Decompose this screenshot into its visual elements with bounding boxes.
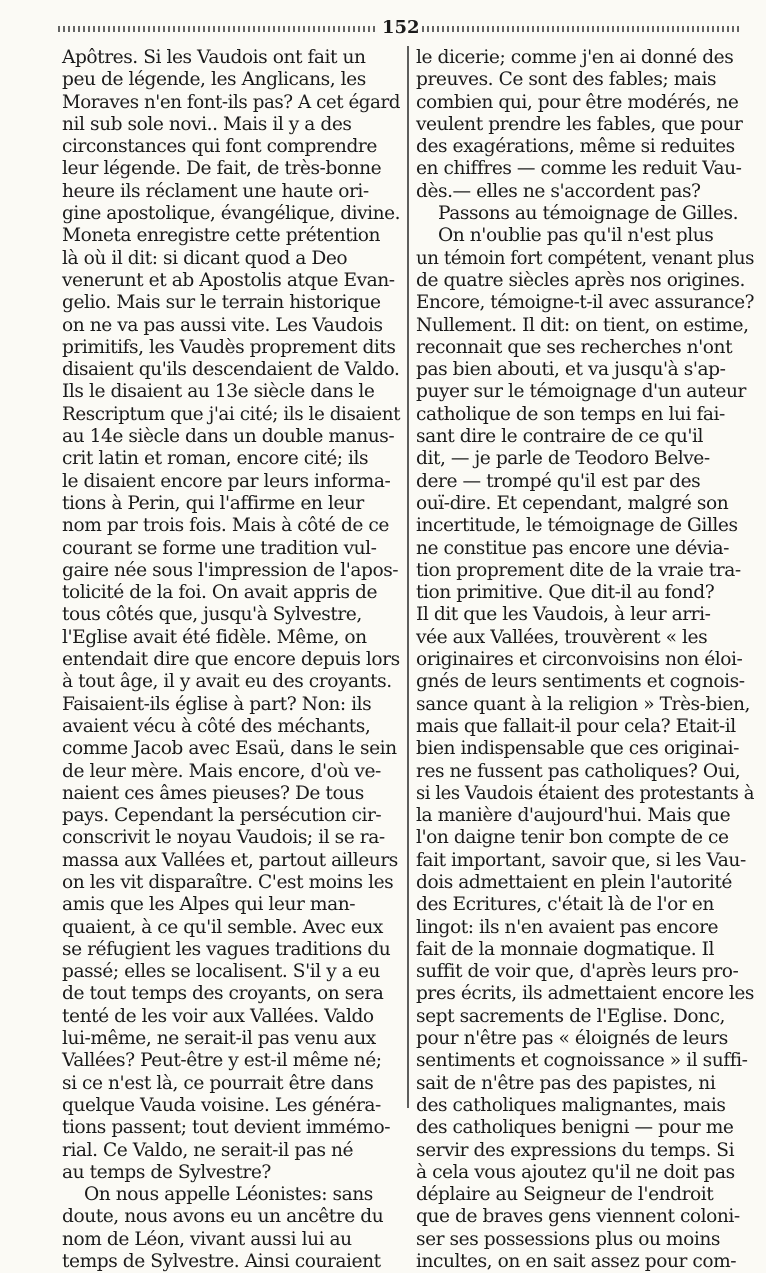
column-divider: [407, 46, 409, 1108]
text-line-content: en chiffres — comme les reduit Vau-: [416, 158, 742, 180]
text-line-content: Passons au témoignage de Gilles.: [438, 203, 739, 225]
text-line: [416, 649, 754, 671]
text-line: [416, 872, 754, 894]
text-line: [416, 203, 754, 225]
text-line-content: sance quant à la religion » Très-bien,: [416, 693, 750, 715]
text-line-content: circonstances qui font comprendre: [62, 136, 377, 158]
text-line-content: Moraves n'en font-ils pas? A cet égard: [62, 91, 400, 113]
text-line-content: conscrivit le noyau Vaudois; il se ra-: [62, 827, 385, 849]
text-line-content: se réfugient les vagues traditions du: [62, 938, 391, 960]
text-line: [416, 225, 754, 247]
text-line-content: un témoin fort compétent, venant plus: [416, 247, 754, 269]
header-ornament-right: [422, 26, 740, 32]
text-line: [62, 716, 400, 738]
text-line: [62, 850, 400, 872]
text-line: [416, 448, 754, 470]
text-line: [62, 69, 400, 91]
text-line: [62, 582, 400, 604]
text-line-content: servir des expressions du temps. Si: [416, 1139, 735, 1161]
text-line-content: dit, — je parle de Teodoro Belve-: [416, 448, 710, 470]
text-line: [416, 181, 754, 203]
text-line-content: ouï-dire. Et cependant, malgré son: [416, 492, 729, 514]
text-line: [62, 1095, 400, 1117]
text-line-content: au temps de Sylvestre?: [62, 1161, 271, 1183]
text-line-content: sant dire le contraire de ce qu'il: [416, 426, 704, 448]
text-line: [416, 738, 754, 760]
text-line-content: On n'oublie pas qu'il n'est plus: [438, 225, 714, 247]
text-line-content: sept sacrements de l'Eglise. Donc,: [416, 1005, 726, 1027]
text-line-content: pres écrits, ils admettaient encore les: [416, 983, 754, 1005]
text-line-content: quelque Vauda voisine. Les généra-: [62, 1094, 381, 1116]
text-line-content: avaient vécu à côté des méchants,: [62, 715, 371, 737]
text-line: [62, 1229, 400, 1251]
text-line: [62, 961, 400, 983]
text-line: [416, 783, 754, 805]
text-line-content: de leur mère. Mais encore, d'où ve-: [62, 760, 381, 782]
text-line-content: gelio. Mais sur le terrain historique: [62, 292, 381, 314]
text-line: [62, 761, 400, 783]
text-line: [416, 471, 754, 493]
text-line-content: Faisaient-ils église à part? Non: ils: [62, 693, 372, 715]
text-line: [62, 1050, 400, 1072]
text-line-content: pays. Cependant la persécution cir-: [62, 805, 382, 827]
text-line-content: l'Eglise avait été fidèle. Même, on: [62, 626, 367, 648]
text-line-content: à tout âge, il y avait eu des croyants.: [62, 671, 392, 693]
text-line: [416, 1140, 754, 1162]
text-line: [416, 1251, 754, 1273]
text-line: [416, 1117, 754, 1139]
text-line: [416, 1206, 754, 1228]
text-line-content: catholique de son temps en lui fai-: [416, 403, 725, 425]
text-line-content: venerunt et ab Apostolis atque Evan-: [62, 269, 395, 291]
text-line: [62, 225, 400, 247]
text-line-content: si les Vaudois étaient des protestants à: [416, 782, 754, 804]
text-line: [416, 694, 754, 716]
text-line-content: des Ecritures, c'était là de l'or en: [416, 894, 714, 916]
text-line-content: gine apostolique, évangélique, divine.: [62, 203, 400, 225]
text-line-content: au 14e siècle dans un double manus-: [62, 426, 395, 448]
text-line-content: heure ils réclament une haute ori-: [62, 180, 369, 202]
text-line: [416, 337, 754, 359]
text-line: [62, 604, 400, 626]
text-line: [62, 783, 400, 805]
text-line: [416, 292, 754, 314]
text-line: [62, 649, 400, 671]
text-line-content: originaires et circonvoisins non éloi-: [416, 649, 743, 671]
text-line-content: comme Jacob avec Esaü, dans le sein: [62, 738, 397, 760]
text-line-content: naient ces âmes pieuses? De tous: [62, 782, 364, 804]
text-line-content: Ils le disaient au 13e siècle dans le: [62, 381, 375, 403]
text-line: [62, 1028, 400, 1050]
text-line-content: On nous appelle Léonistes: sans: [84, 1184, 373, 1206]
text-line: [62, 560, 400, 582]
text-line: [416, 939, 754, 961]
text-line-content: rial. Ce Valdo, ne serait-il pas né: [62, 1139, 354, 1161]
text-line: [62, 114, 400, 136]
text-line-content: tion proprement dite de la vraie tra-: [416, 559, 741, 581]
text-line: [62, 872, 400, 894]
text-line: [62, 381, 400, 403]
text-line-content: Nullement. Il dit: on tient, on estime,: [416, 314, 749, 336]
page-number: 152: [382, 17, 420, 38]
text-line-content: primitifs, les Vaudès proprement dits: [62, 336, 396, 358]
text-line: [416, 1229, 754, 1251]
text-line-content: ne constitue pas encore une dévia-: [416, 537, 729, 559]
text-line: [416, 1006, 754, 1028]
text-line-content: fait important, savoir que, si les Vau-: [416, 849, 746, 871]
text-line: [62, 47, 400, 69]
text-line-content: tions passent; tout devient immémo-: [62, 1117, 391, 1139]
text-line: [416, 359, 754, 381]
text-line: [62, 738, 400, 760]
text-line-content: nil sub sole novi.. Mais il y a des: [62, 113, 352, 135]
text-line-content: nom par trois fois. Mais à côté de ce: [62, 515, 389, 537]
text-line-content: bien indispensable que ces originai-: [416, 738, 739, 760]
text-line-content: disaient qu'ils descendaient de Valdo.: [62, 359, 400, 381]
text-line: [416, 158, 754, 180]
text-line: [62, 493, 400, 515]
text-line-content: Encore, témoigne-t-il avec assurance?: [416, 292, 754, 314]
text-line-content: à cela vous ajoutez qu'il ne doit pas: [416, 1161, 735, 1183]
text-line-content: si ce n'est là, ce pourrait être dans: [62, 1072, 374, 1094]
text-line: [416, 1050, 754, 1072]
text-line: [416, 604, 754, 626]
left-text-column: [62, 47, 400, 1273]
text-line-content: vée aux Vallées, trouvèrent « les: [416, 626, 708, 648]
text-line: [62, 1117, 400, 1139]
text-line: [62, 1184, 400, 1206]
text-line-content: mais que fallait-il pour cela? Etait-il: [416, 715, 736, 737]
text-line-content: gaire née sous l'impression de l'apos-: [62, 559, 399, 581]
text-line-content: nom de Léon, vivant aussi lui au: [62, 1228, 352, 1250]
text-line-content: tolicité de la foi. On avait appris de: [62, 582, 378, 604]
text-line-content: que de braves gens viennent coloni-: [416, 1206, 740, 1228]
text-line: [62, 1006, 400, 1028]
text-line: [416, 114, 754, 136]
text-line-content: quaient, à ce qu'il semble. Avec eux: [62, 916, 383, 938]
text-line-content: tenté de les voir aux Vallées. Valdo: [62, 1005, 374, 1027]
text-line: [62, 404, 400, 426]
text-line-content: courant se forme une tradition vul-: [62, 537, 377, 559]
text-line-content: massa aux Vallées et, partout ailleurs: [62, 849, 398, 871]
text-line: [62, 627, 400, 649]
text-line-content: le dicerie; comme j'en ai donné des: [416, 47, 734, 68]
text-line-content: incertitude, le témoignage de Gilles: [416, 515, 738, 537]
text-line: [62, 1206, 400, 1228]
text-line: [416, 761, 754, 783]
text-line: [416, 92, 754, 114]
text-line-content: lingot: ils n'en avaient pas encore: [416, 916, 719, 938]
text-line: [62, 1251, 400, 1273]
text-line: [62, 515, 400, 537]
text-line: [62, 337, 400, 359]
text-line-content: crit latin et roman, encore cité; ils: [62, 448, 369, 470]
text-line-content: tion primitive. Que dit-il au fond?: [416, 582, 715, 604]
text-line: [416, 582, 754, 604]
text-line-content: entendait dire que encore depuis lors: [62, 649, 400, 671]
text-line-content: gnés de leurs sentiments et cognois-: [416, 671, 745, 693]
text-line: [416, 69, 754, 91]
text-line-content: incultes, on en sait assez pour com-: [416, 1251, 737, 1273]
text-line-content: doute, nous avons eu un ancêtre du: [62, 1206, 384, 1228]
text-line: [416, 1095, 754, 1117]
text-line-content: des exagérations, même si reduites: [416, 136, 735, 158]
text-line: [416, 961, 754, 983]
text-line-content: Apôtres. Si les Vaudois ont fait un: [62, 47, 366, 68]
text-line-content: tions à Perin, qui l'affirme en leur: [62, 492, 364, 514]
text-line: [62, 694, 400, 716]
text-line-content: res ne fussent pas catholiques? Oui,: [416, 760, 741, 782]
text-line: [62, 917, 400, 939]
text-line: [416, 850, 754, 872]
text-line-content: là où il dit: si dicant quod a Deo: [62, 247, 348, 269]
text-line: [62, 939, 400, 961]
text-line-content: des catholiques benigni — pour me: [416, 1117, 734, 1139]
text-line: [62, 426, 400, 448]
text-line: [416, 917, 754, 939]
text-line: [62, 181, 400, 203]
text-line: [416, 894, 754, 916]
text-line-content: déplaire au Seigneur de l'endroit: [416, 1184, 714, 1206]
page-header: [58, 16, 740, 42]
header-ornament-left: [58, 26, 376, 32]
text-line-content: des catholiques malignantes, mais: [416, 1094, 726, 1116]
text-line: [62, 827, 400, 849]
text-line-content: passé; elles se localisent. S'il y a eu: [62, 961, 380, 983]
text-line: [416, 1073, 754, 1095]
text-line-content: tous côtés que, jusqu'à Sylvestre,: [62, 604, 362, 626]
text-line-content: peu de légende, les Anglicans, les: [62, 69, 366, 91]
text-line: [62, 248, 400, 270]
text-line-content: pas bien abouti, et va jusqu'à s'ap-: [416, 359, 726, 381]
text-line: [62, 136, 400, 158]
text-line-content: l'on daigne tenir bon compte de ce: [416, 827, 729, 849]
text-line-content: la manière d'aujourd'hui. Mais que: [416, 805, 731, 827]
text-line: [416, 671, 754, 693]
text-line-content: pour n'être pas « éloignés de leurs: [416, 1028, 728, 1050]
text-line: [416, 248, 754, 270]
text-line: [62, 359, 400, 381]
text-line-content: combien qui, pour être modérés, ne: [416, 91, 739, 113]
text-line-content: dès.— elles ne s'accordent pas?: [416, 180, 701, 202]
text-line-content: preuves. Ce sont des fables; mais: [416, 69, 717, 91]
text-line-content: ser ses possessions plus ou moins: [416, 1228, 720, 1250]
text-line: [416, 560, 754, 582]
text-line: [416, 983, 754, 1005]
text-line-content: dois admettaient en plein l'autorité: [416, 871, 732, 893]
text-line: [416, 716, 754, 738]
text-line-content: on ne va pas aussi vite. Les Vaudois: [62, 314, 383, 336]
text-line-content: on les vit disparaître. C'est moins les: [62, 871, 394, 893]
text-line: [62, 471, 400, 493]
right-text-column: [416, 47, 754, 1273]
text-line: [416, 47, 754, 69]
text-line-content: sait de n'être pas des papistes, ni: [416, 1072, 716, 1094]
text-line: [62, 538, 400, 560]
text-line-content: de tout temps des croyants, on sera: [62, 983, 384, 1005]
text-line: [62, 671, 400, 693]
text-line: [62, 292, 400, 314]
text-line-content: puyer sur le témoignage d'un auteur: [416, 381, 746, 403]
text-line: [416, 827, 754, 849]
text-line: [416, 381, 754, 403]
text-line: [416, 426, 754, 448]
text-line-content: suffit de voir que, d'après leurs pro-: [416, 961, 739, 983]
text-line: [62, 805, 400, 827]
text-line: [416, 515, 754, 537]
text-line-content: amis que les Alpes qui leur man-: [62, 894, 356, 916]
text-line: [62, 1140, 400, 1162]
text-line-content: temps de Sylvestre. Ainsi couraient: [62, 1251, 381, 1273]
text-line-content: dere — trompé qu'il est par des: [416, 470, 701, 492]
text-line: [62, 315, 400, 337]
text-line-content: fait de la monnaie dogmatique. Il: [416, 938, 715, 960]
text-line-content: Moneta enregistre cette prétention: [62, 225, 381, 247]
text-line-content: Rescriptum que j'ai cité; ils le disaient: [62, 403, 400, 425]
text-line: [62, 92, 400, 114]
text-line: [416, 538, 754, 560]
text-line: [416, 1028, 754, 1050]
text-line: [62, 270, 400, 292]
text-line: [416, 805, 754, 827]
text-line: [62, 158, 400, 180]
text-line-content: le disaient encore par leurs informa-: [62, 470, 391, 492]
text-line: [416, 270, 754, 292]
text-line-content: lui-même, ne serait-il pas venu aux: [62, 1028, 376, 1050]
text-line: [62, 894, 400, 916]
text-line: [416, 493, 754, 515]
text-line: [416, 315, 754, 337]
text-line: [62, 448, 400, 470]
text-line: [62, 1073, 400, 1095]
text-line: [416, 1184, 754, 1206]
text-line-content: sentiments et cognoissance » il suffi-: [416, 1050, 748, 1072]
text-line: [416, 136, 754, 158]
text-line-content: veulent prendre les fables, que pour: [416, 113, 743, 135]
text-line-content: reconnait que ses recherches n'ont: [416, 336, 733, 358]
text-line-content: leur légende. De fait, de très-bonne: [62, 158, 382, 180]
text-line: [416, 627, 754, 649]
text-line: [62, 983, 400, 1005]
text-line-content: Vallées? Peut-être y est-il même né;: [62, 1050, 382, 1072]
text-line-content: de quatre siècles après nos origines.: [416, 269, 745, 291]
text-line-content: Il dit que les Vaudois, à leur arri-: [416, 604, 711, 626]
text-line: [416, 404, 754, 426]
text-line: [62, 203, 400, 225]
